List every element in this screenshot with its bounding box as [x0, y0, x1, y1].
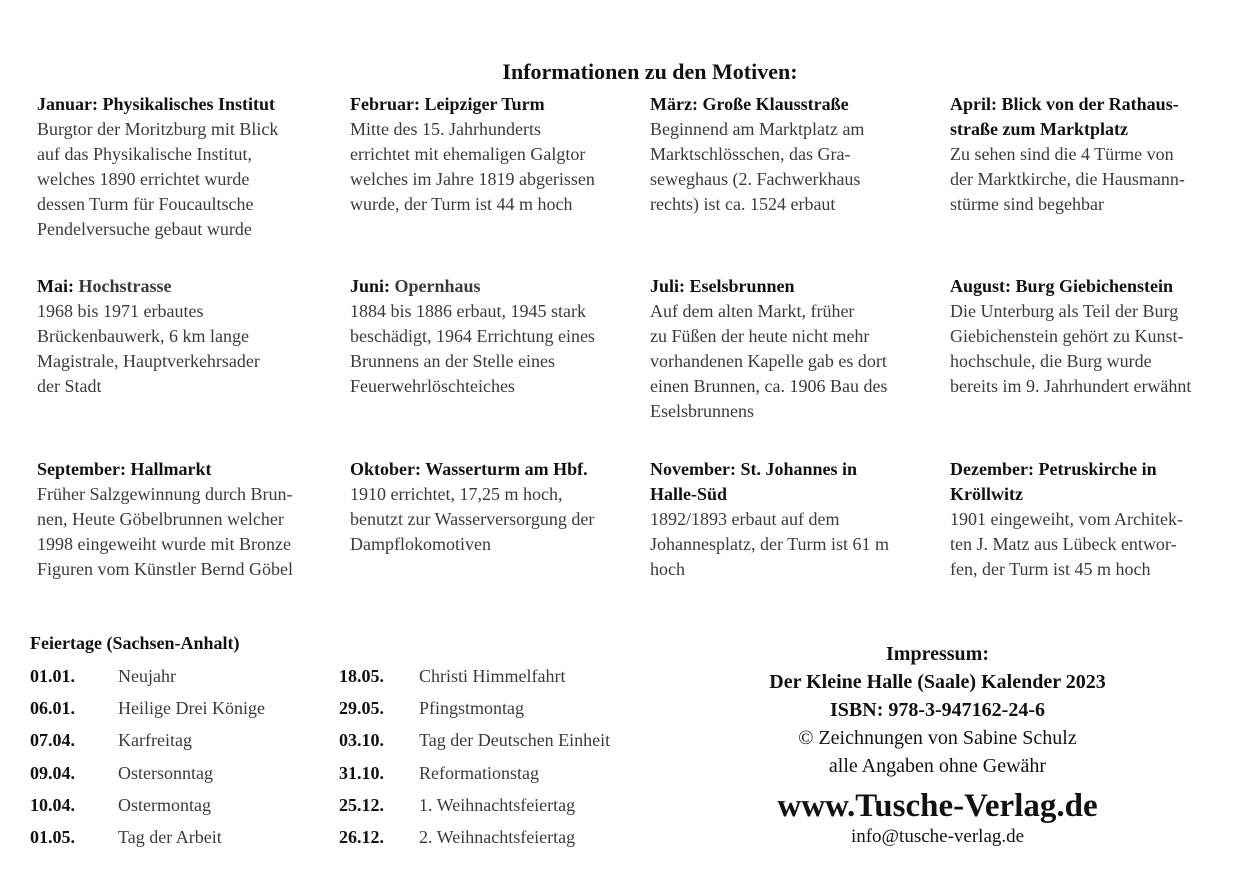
motif-month: Februar:	[350, 94, 420, 114]
motif-text: 1884 bis 1886 erbaut, 1945 stark beschädigt, 1964 Errichtung eines Brunnens an der Stelle eines Feuerwehrlöschteiches	[350, 301, 595, 396]
holiday-name: Reformationstag	[419, 763, 539, 783]
holiday-date: 10.04.	[30, 795, 75, 815]
holiday-name: 1. Weihnachtsfeiertag	[419, 795, 576, 815]
motif-text: 1910 errichtet, 17,25 m hoch, benutzt zur Wasserversorgung der Dampflokomotiven	[350, 484, 595, 554]
motif-month: Mai:	[37, 276, 74, 296]
motif-name: St. Johannes in Halle-Süd	[650, 459, 858, 504]
motif-text: Burgtor der Moritzburg mit Blick auf das Physikalische Institut, welches 1890 errichtet wurde dessen Turm für Foucaultsche Pendelversuche gebaut wurde	[37, 119, 279, 239]
motif-september	[37, 457, 293, 582]
motif-month: September:	[37, 459, 126, 479]
motif-january	[37, 92, 278, 242]
motif-title	[350, 457, 594, 482]
holiday-name: Neujahr	[118, 666, 176, 686]
holiday-date: 18.05.	[339, 666, 384, 686]
motif-text: Beginnend am Marktplatz am Marktschlösschen, das Gra- seweghaus (2. Fachwerkhaus rechts) ist ca. 1524 erbaut	[650, 119, 865, 214]
motif-text: Mitte des 15. Jahrhunderts errichtet mit ehemaligen Galgtor welches im Jahre 1819 abgerissen wurde, der Turm ist 44 m hoch	[350, 119, 595, 214]
holiday-date: 25.12.	[339, 795, 384, 815]
motif-month: April:	[950, 94, 997, 114]
motif-name: Eselsbrunnen	[689, 276, 795, 296]
motif-month: November:	[650, 459, 736, 479]
motif-name: Große Klausstraße	[702, 94, 849, 114]
motif-title	[350, 274, 595, 299]
motif-june	[350, 274, 595, 399]
motif-december	[950, 457, 1183, 582]
holiday-name: Ostersonntag	[118, 763, 213, 783]
motif-november	[650, 457, 889, 582]
motif-title	[350, 92, 595, 117]
motif-month: Juni:	[350, 276, 391, 296]
holiday-date: 29.05.	[339, 698, 384, 718]
holiday-name: Karfreitag	[118, 730, 192, 750]
motif-month: Oktober:	[350, 459, 421, 479]
holiday-name: Tag der Arbeit	[118, 827, 222, 847]
motif-title	[950, 274, 1191, 299]
motif-title	[650, 457, 889, 507]
holiday-name: 2. Weihnachtsfeiertag	[419, 827, 576, 847]
motif-march	[650, 92, 864, 217]
holiday-date: 26.12.	[339, 827, 384, 847]
motif-may	[37, 274, 260, 399]
motif-month: August:	[950, 276, 1012, 296]
motif-month: Januar:	[37, 94, 99, 114]
calendar-title: Der Kleine Halle (Saale) Kalender 2023	[769, 671, 1106, 693]
holiday-name: Ostermontag	[118, 795, 211, 815]
holiday-date: 03.10.	[339, 730, 384, 750]
motif-name: Physikalisches Institut	[102, 94, 276, 114]
holiday-name: Pfingstmontag	[419, 698, 525, 718]
motif-title	[37, 457, 293, 482]
motif-april	[950, 92, 1185, 217]
motif-text: 1968 bis 1971 erbautes Brückenbauwerk, 6 km lange Magistrale, Hauptverkehrsader der Stadt	[37, 301, 260, 396]
impressum-heading: Impressum:	[886, 643, 989, 665]
motif-text: Zu sehen sind die 4 Türme von der Marktkirche, die Hausmann- stürme sind begehbar	[950, 144, 1185, 214]
motif-text: Früher Salzgewinnung durch Brun- nen, Heute Göbelbrunnen welcher 1998 eingeweiht wurde mit Bronze Figuren vom Künstler Bernd Göbel	[37, 484, 293, 579]
motif-month: März:	[650, 94, 698, 114]
holiday-name: Christi Himmelfahrt	[419, 666, 566, 686]
motif-month: Dezember:	[950, 459, 1034, 479]
isbn: ISBN: 978-3-947162-24-6	[830, 699, 1045, 721]
holiday-date: 07.04.	[30, 730, 75, 750]
website-link[interactable]: www.Tusche-Verlag.de	[777, 788, 1098, 824]
holiday-date: 09.04.	[30, 763, 75, 783]
holiday-date: 01.01.	[30, 666, 75, 686]
drawings-credit: © Zeichnungen von Sabine Schulz	[798, 727, 1077, 749]
page-title: Informationen zu den Motiven:	[502, 59, 798, 84]
disclaimer: alle Angaben ohne Gewähr	[828, 755, 1047, 777]
motif-text: Die Unterburg als Teil der Burg Giebichenstein gehört zu Kunst- hochschule, die Burg wurde bereits im 9. Jahrhundert erwähnt	[950, 301, 1192, 396]
holiday-date: 01.05.	[30, 827, 75, 847]
motif-title	[650, 92, 864, 117]
motif-august	[950, 274, 1191, 399]
motif-name: Hallmarkt	[130, 459, 212, 479]
motif-name: Wasserturm am Hbf.	[425, 459, 588, 479]
motif-title	[37, 92, 278, 117]
motif-text: Auf dem alten Markt, früher zu Füßen der heute nicht mehr vorhandenen Kapelle gab es dort einen Brunnen, ca. 1906 Bau des Eselsbrunnens	[650, 301, 888, 421]
motif-month: Juli:	[650, 276, 686, 296]
motif-name: Leipziger Turm	[424, 94, 545, 114]
motif-name: Blick von der Rathaus- straße zum Marktplatz	[950, 94, 1179, 139]
motif-name: Petruskirche in Kröllwitz	[950, 459, 1157, 504]
motif-text: 1901 eingeweiht, vom Architek- ten J. Matz aus Lübeck entwor- fen, der Turm ist 45 m hoch	[950, 509, 1183, 579]
motif-name: Opernhaus	[394, 276, 481, 296]
holiday-name: Heilige Drei Könige	[118, 698, 265, 718]
impressum-block	[660, 640, 1215, 848]
holidays-title: Feiertage (Sachsen-Anhalt)	[30, 633, 240, 653]
motif-title	[950, 92, 1185, 142]
motif-text: 1892/1893 erbaut auf dem Johannesplatz, der Turm ist 61 m hoch	[650, 509, 889, 579]
email-link[interactable]: info@tusche-verlag.de	[850, 826, 1025, 847]
motif-title	[950, 457, 1183, 507]
motif-title	[650, 274, 887, 299]
motif-july	[650, 274, 887, 424]
holiday-date: 31.10.	[339, 763, 384, 783]
motif-october	[350, 457, 594, 557]
holiday-date: 06.01.	[30, 698, 75, 718]
motif-name: Burg Giebichenstein	[1015, 276, 1174, 296]
holiday-name: Tag der Deutschen Einheit	[419, 730, 611, 750]
motif-name: Hochstrasse	[78, 276, 172, 296]
motif-title	[37, 274, 260, 299]
motif-february	[350, 92, 595, 217]
